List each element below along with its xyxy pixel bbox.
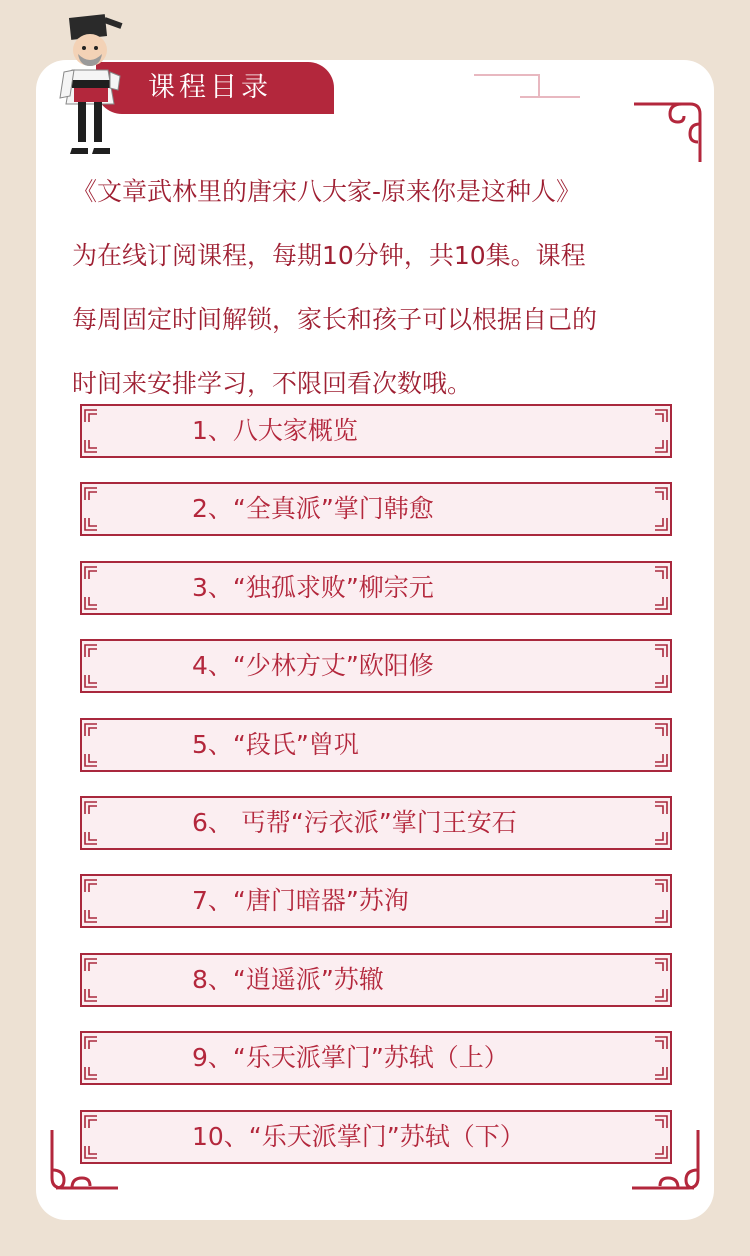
- lesson-label: 7、“唐门暗器”苏洵: [192, 886, 409, 916]
- lesson-item-4[interactable]: [80, 639, 672, 693]
- lesson-item-7[interactable]: [80, 874, 672, 928]
- frame-corner-knot-icon: [654, 878, 668, 892]
- frame-corner-knot-icon: [654, 800, 668, 814]
- lesson-list: [80, 404, 672, 1188]
- frame-corner-knot-icon: [84, 408, 98, 422]
- frame-corner-knot-icon: [84, 1035, 98, 1049]
- frame-corner-knot-icon: [654, 408, 668, 422]
- lesson-item-1[interactable]: [80, 404, 672, 458]
- frame-corner-knot-icon: [84, 878, 98, 892]
- lesson-item-3[interactable]: [80, 561, 672, 615]
- frame-corner-knot-icon: [84, 1146, 98, 1160]
- intro-line: 每周固定时间解锁，家长和孩子可以根据自己的: [72, 305, 598, 334]
- lesson-label: 4、“少林方丈”欧阳修: [192, 651, 434, 681]
- frame-corner-knot-icon: [654, 722, 668, 736]
- frame-corner-knot-icon: [84, 675, 98, 689]
- section-title: 课程目录: [96, 62, 334, 114]
- lesson-label: 10、“乐天派掌门”苏轼（下）: [192, 1121, 525, 1151]
- frame-corner-knot-icon: [654, 440, 668, 454]
- frame-corner-knot-icon: [84, 722, 98, 736]
- lesson-label: 2、“全真派”掌门韩愈: [192, 494, 434, 524]
- frame-corner-knot-icon: [654, 518, 668, 532]
- frame-corner-knot-icon: [654, 675, 668, 689]
- lesson-item-8[interactable]: [80, 953, 672, 1007]
- lesson-label: 3、“独孤求败”柳宗元: [192, 572, 434, 602]
- frame-corner-knot-icon: [654, 1114, 668, 1128]
- frame-corner-knot-icon: [654, 832, 668, 846]
- divider-line: [520, 96, 580, 98]
- frame-corner-knot-icon: [654, 1035, 668, 1049]
- lesson-label: 8、“逍遥派”苏辙: [192, 964, 384, 994]
- lesson-item-10[interactable]: [80, 1110, 672, 1164]
- frame-corner-knot-icon: [654, 989, 668, 1003]
- frame-corner-knot-icon: [84, 565, 98, 579]
- cloud-corner-ornament-icon: [630, 96, 708, 166]
- frame-corner-knot-icon: [654, 1146, 668, 1160]
- divider-line: [474, 74, 540, 76]
- frame-corner-knot-icon: [654, 754, 668, 768]
- lesson-label: 1、八大家概览: [192, 416, 358, 445]
- intro-line: 为在线订阅课程，每期10分钟，共10集。课程: [72, 241, 586, 270]
- lesson-label: 9、“乐天派掌门”苏轼（上）: [192, 1043, 509, 1073]
- frame-corner-knot-icon: [84, 1114, 98, 1128]
- lesson-item-2[interactable]: [80, 482, 672, 536]
- frame-corner-knot-icon: [654, 643, 668, 657]
- lesson-item-9[interactable]: [80, 1031, 672, 1085]
- frame-corner-knot-icon: [84, 957, 98, 971]
- lesson-label: 5、“段氏”曾巩: [192, 729, 359, 759]
- scholar-mascot-icon: [50, 10, 134, 158]
- lesson-label: 6、 丐帮“污衣派”掌门王安石: [192, 807, 517, 837]
- frame-corner-knot-icon: [84, 518, 98, 532]
- frame-corner-knot-icon: [84, 800, 98, 814]
- frame-corner-knot-icon: [84, 597, 98, 611]
- frame-corner-knot-icon: [654, 957, 668, 971]
- frame-corner-knot-icon: [84, 440, 98, 454]
- lesson-item-5[interactable]: [80, 718, 672, 772]
- frame-corner-knot-icon: [84, 832, 98, 846]
- frame-corner-knot-icon: [84, 910, 98, 924]
- frame-corner-knot-icon: [654, 1067, 668, 1081]
- frame-corner-knot-icon: [84, 989, 98, 1003]
- frame-corner-knot-icon: [84, 643, 98, 657]
- frame-corner-knot-icon: [654, 565, 668, 579]
- frame-corner-knot-icon: [84, 754, 98, 768]
- divider-line: [538, 74, 540, 98]
- frame-corner-knot-icon: [654, 597, 668, 611]
- frame-corner-knot-icon: [84, 486, 98, 500]
- course-intro: [72, 160, 682, 416]
- frame-corner-knot-icon: [654, 910, 668, 924]
- frame-corner-knot-icon: [654, 486, 668, 500]
- intro-line: 时间来安排学习，不限回看次数哦。: [72, 369, 473, 398]
- lesson-item-6[interactable]: [80, 796, 672, 850]
- frame-corner-knot-icon: [84, 1067, 98, 1081]
- intro-line: 《文章武林里的唐宋八大家-原来你是这种人》: [72, 177, 582, 206]
